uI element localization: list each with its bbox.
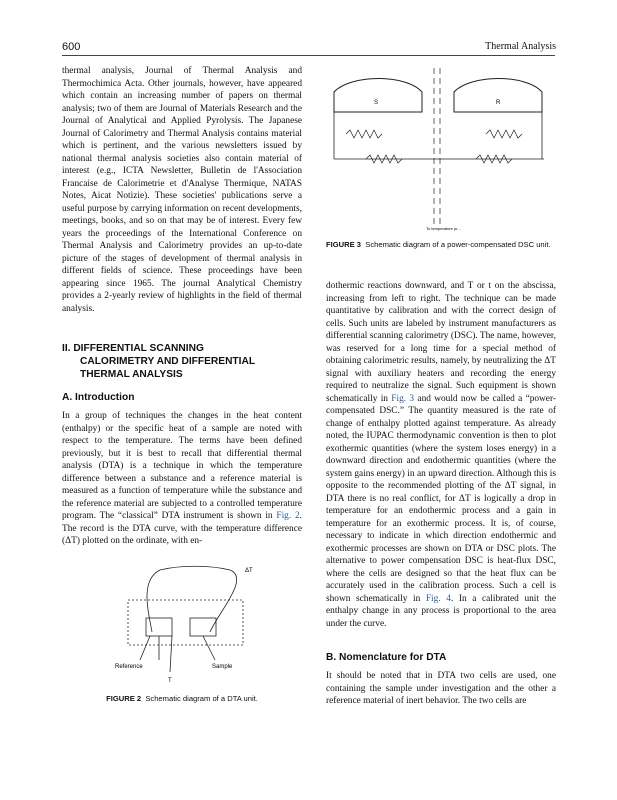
header-rule xyxy=(62,55,555,56)
fig2-furnace-outline xyxy=(128,600,243,645)
section-heading-line-1: II. DIFFERENTIAL SCANNING xyxy=(62,343,204,354)
fig2-label-t: T xyxy=(168,678,172,684)
right-para-1-a: dothermic reactions downward, and T or t on the abscissa, increasing from left to right. The technique can be made quantitative by calibration and with the correct design of cells. Such units are labeled by instrument manufacturers as differential scanning calorimetry (DSC). The name, however, was reserved for a long time for a special method of obtaining calorimetric results, namely, by neutralizing the ΔT signal with auxiliary heaters and recording the energy required to neutralize the signal. Such equipment is shown schematically in xyxy=(326,281,556,404)
right-para-1 xyxy=(326,280,556,630)
right-para-2: It should be noted that in DTA two cells are used, one containing the sample under investigation and the other a reference material of inert behavior. The two cells are xyxy=(326,671,556,706)
page-number: 600 xyxy=(62,41,81,53)
fig3-reference-heater-top xyxy=(486,130,522,138)
para2-text-a: In a group of techniques the changes in the heat content (enthalpy) or the specific heat of a sample are noted with respect to the temperature. The terms have been defined previously, but it is best to recall that differential thermal analysis (DTA) is a technique in which the temperature difference between a substance and a reference material is measured as a function of temperature while the substance and the reference material are subjected to a controlled temperature program. The “classical” DTA instrument is shown in xyxy=(62,411,302,521)
right-para-2-block xyxy=(326,670,556,708)
fig3-link[interactable]: Fig. 3 xyxy=(391,393,415,404)
fig2-label-delta-t: ΔT xyxy=(245,568,253,574)
fig3-caption-text: Schematic diagram of a power-compensated DSC unit. xyxy=(365,240,551,249)
left-para-2 xyxy=(62,410,302,548)
fig2-delta-t-wire xyxy=(147,566,237,632)
figure-2-caption xyxy=(62,694,302,704)
fig2-caption-label: FIGURE 2 xyxy=(106,694,142,703)
fig4-link[interactable]: Fig. 4 xyxy=(425,593,451,604)
fig3-label-r: R xyxy=(496,100,501,106)
fig2-caption-text: Schematic diagram of a DTA unit. xyxy=(145,694,258,703)
fig3-sample-heater-top xyxy=(346,130,382,138)
fig3-label-s: S xyxy=(374,100,379,106)
figure-2-dta-diagram xyxy=(110,560,280,685)
fig3-caption-label: FIGURE 3 xyxy=(326,240,362,249)
figure-3-caption xyxy=(326,240,556,250)
section-heading-line-2: CALORIMETRY AND DIFFERENTIAL xyxy=(80,356,256,367)
left-column xyxy=(62,65,302,315)
right-para-1-b: and would now be called a “power-compensated DSC.” The quantity measured is the rate of change of enthalpy plotted against temperature. As already noted, the IUPAC thermodynamic convention is then to plot exothermic quantities (where the system loses energy) in a downward direction and endothermic quantities (where the system gains energy) in an upward direction. Although this is opposite to the recommended plotting of the ΔT signal, in DTA there is no real conflict, for ΔT is logically a drop in temperature for an endothermic process and a gain in temperature for an exothermic process. It is, of course, necessary to indicate in which direction endothermic and exothermic processes are shown on DTA or DSC plots. The alternative to power compensation DSC is heat-flux DSC, where the cells are designed so that the heat flux can be accurately used in the calibration process. Such a cell is shown schematically in xyxy=(326,393,556,604)
left-para-2-block xyxy=(62,410,302,548)
subsection-heading-introduction: A. Introduction xyxy=(62,392,135,403)
fig3-sample-dome xyxy=(334,79,422,113)
figure-3-dsc-diagram xyxy=(326,64,558,232)
running-title: Thermal Analysis xyxy=(485,41,556,52)
fig2-label-sample: Sample xyxy=(212,664,233,670)
section-heading-ii xyxy=(62,342,302,381)
fig3-center-leads xyxy=(434,68,440,224)
left-para-1: thermal analysis, Journal of Thermal Analysis and Thermochimica Acta. Other journals, however, have appeared which contain an increasing number of papers on thermal analysis; two of them are Journal of Materials Research and the Journal of Analytical and Applied Pyrolysis. The Japanese Journal of Calorimetry and Thermal Analysis contains material which is pertinent, and the various newsletters issued by national thermal analysis societies also contain material of interest (e.g., ICTA Newsletter, Bulletin de l'Association Francaise de Calorimetrie et d'Analyse Thermique, NATAS Notes, Aicat Notizie). These societies' publications serve a useful purpose by carrying information on recent developments, meetings, books, and so on that may be of interest. Every few years the proceedings of the International Conference on Thermal Analysis and Calorimetry provides an up-to-date picture of the stages of development of thermal analysis in different fields of science. These proceedings have been appearing since 1965. The journal Analytical Chemistry provides a 2-yearly review of highlights in the field of thermal analysis. xyxy=(62,66,302,314)
section-heading-line-3: THERMAL ANALYSIS xyxy=(80,369,183,380)
subsection-heading-nomenclature: B. Nomenclature for DTA xyxy=(326,652,447,663)
right-para-1-c: . In a calibrated unit the enthalpy change in any process is proportional to the area under the curve. xyxy=(326,593,557,629)
fig2-t-lead xyxy=(170,636,172,672)
fig2-sample-lead xyxy=(203,636,215,660)
para2-text-b: . The record is the DTA curve, with the temperature difference (ΔT) plotted on the ordinate, with en- xyxy=(62,511,302,546)
fig2-reference-lead xyxy=(140,636,159,660)
fig3-reference-dome xyxy=(454,79,542,113)
fig3-bottom-label: To temperature pr... xyxy=(426,226,461,231)
fig2-link[interactable]: Fig. 2 xyxy=(276,511,300,521)
right-column xyxy=(326,280,556,630)
fig2-label-reference: Reference xyxy=(115,664,143,670)
